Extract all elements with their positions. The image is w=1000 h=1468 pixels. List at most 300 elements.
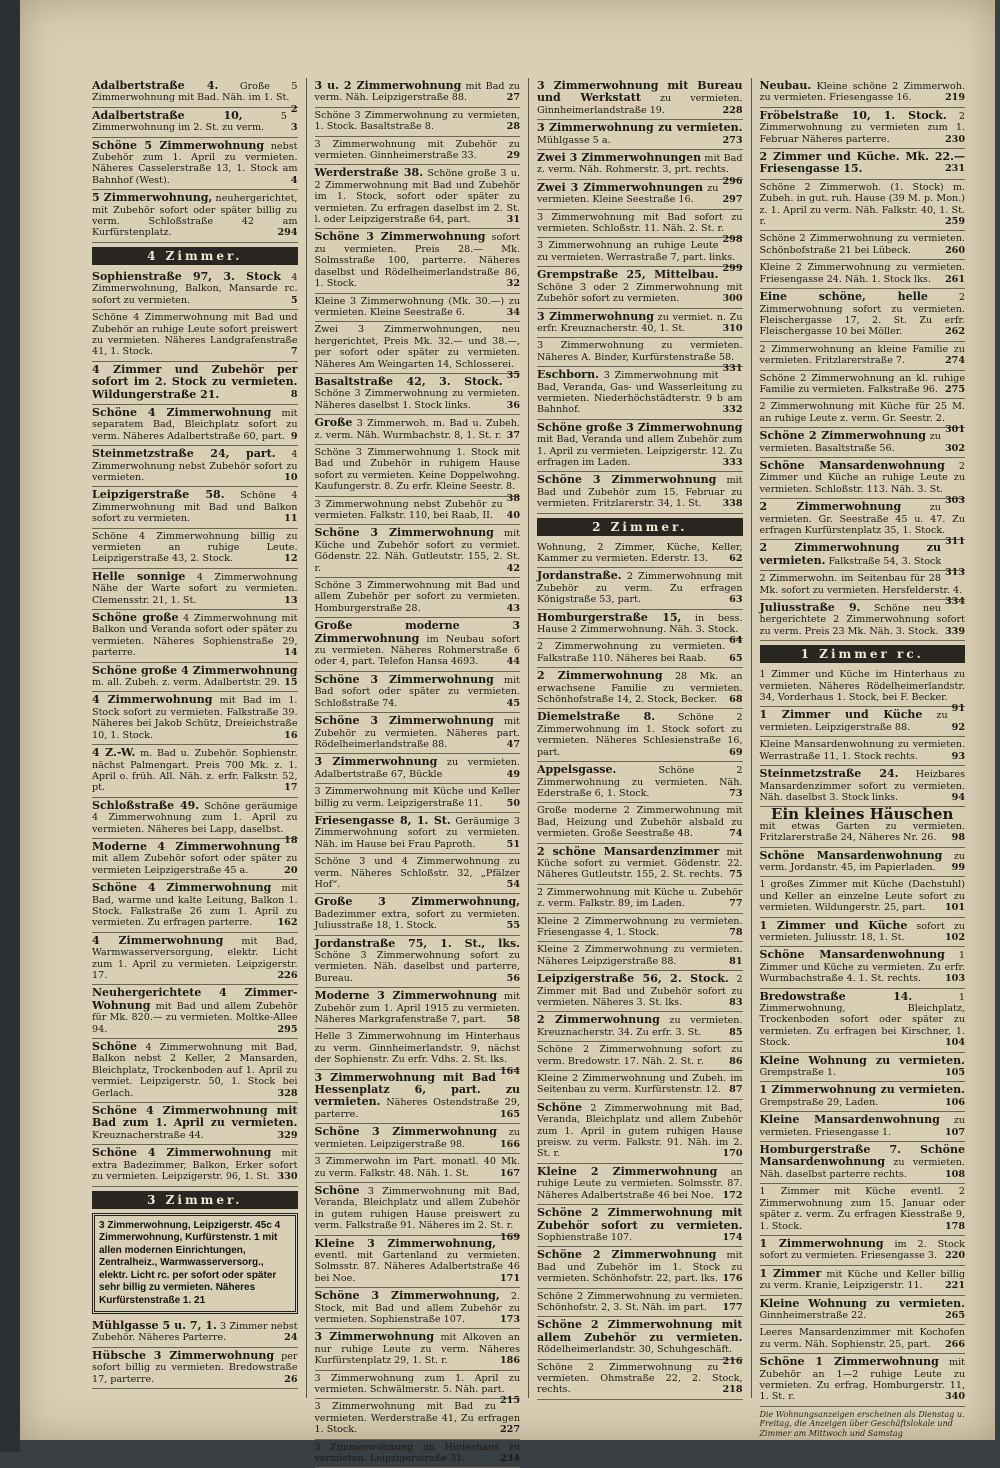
ad-text: mit Alkoven an nur ruhige Leute zu verm. Näheres Kurfürstenplatz 29, 1. St. r. [314,1332,520,1367]
ad-headline: 1 Zimmer [759,1266,822,1280]
ad-text: 2 Zimmerwohnung mit Küche für 25 M. an ruhige Leute z. verm. Gr. Seestr. 2. [759,401,965,424]
ad-headline: 2 Zimmerwohnung [537,669,663,683]
column-4 [752,78,974,1438]
classified-ad [315,374,521,415]
classified-ad [315,294,521,323]
classified-ad [92,880,298,933]
ad-text: zu vermieten. Kreuznacherstr. 34. Zu erfr. 3. St. [537,1015,743,1038]
ad-number: 299 [722,263,743,275]
newspaper-page [20,0,995,1465]
ad-headline: Adalbertstraße 4. [92,79,219,92]
ad-headline: Schöne [92,1040,137,1054]
ad-headline: Schöne 4 Zimmerwohnung [92,1146,272,1160]
classified-ad [315,813,521,854]
classified-ad [760,428,966,458]
ad-number: 24 [284,1332,298,1344]
ad-number: 166 [499,1138,520,1150]
ad-headline: 4 Zimmer und Zubehör per sofort im 2. Stock zu vermieten. Wildungerstraße 21. [92,362,298,401]
ad-text: per sofort billig zu vermieten. Bredowstraße 17, parterre. [92,1350,298,1385]
classified-ad [537,1100,743,1164]
ad-text: im 2. Stock sofort zu vermieten. Friesengasse 3. [759,1238,965,1262]
ad-text: 28 Mk. an erwachsene Familie zu vermieten. Schönhofstraße 14, 2. Stock, Becker. [537,671,743,706]
classified-ad [537,639,743,668]
ad-text: 4 Zimmerwohnung Nähe der Warte sofort zu vermieten. Clemensstr. 21, 1. St. [92,571,298,606]
classified-ad [760,1142,966,1184]
ad-headline: Schöne 2 Zimmerwohnung [759,429,926,443]
ad-text: zu vermieten. Leipzigerstraße 98. [314,1127,520,1150]
classified-ad [314,1371,521,1407]
ad-text: mit Bad und allem Zubehör für Mk. 820.— zu vermieten. Moltke-Allee 94. [92,1000,298,1035]
ad-number: 17 [284,782,298,794]
ad-number: 2 [290,103,298,115]
ad-text: 2 Zimmerwohnung zu vermieten. Falkstraße 110. Näheres bei Raab. [537,641,726,664]
ad-text: sofort zu vermieten. Juliusstr. 18, 1. St. [759,920,965,943]
ad-number: 74 [729,828,743,840]
ad-text: m. all. Zubeh. z. verm. Adalbertstr. 29. [92,677,280,689]
ad-number: 36 [506,399,520,411]
classified-ad [92,610,298,663]
ad-number: 9 [290,430,298,442]
classified-ad [315,618,521,672]
ad-text: Schöne 4 Zimmerwohnung mit Bad und Balkon sofort zu vermieten. [92,490,298,525]
ad-headline: Schöne 3 Zimmerwohnung [314,672,494,686]
boxed-ad [92,1213,298,1315]
ad-text: Schöne 2 Zimmerwohnung zu vermieten. Schönbofstraße 21 bei Lübeck. [759,233,965,256]
ad-headline: Moderne 4 Zimmerwohnung [92,839,281,853]
ad-text: Wohnung, 2 Zimmer, Küche, Keller, Kammer zu vermieten. Ederstr. 13. [537,541,743,564]
ad-number: 20 [284,864,298,876]
ad-number: 11 [284,513,298,525]
ad-number: 4 [290,174,298,186]
ad-text: Geräumige 3 Zimmerwohnung sofort zu vermieten. Näh. im Hause bei Frau Paproth. [314,815,520,850]
ad-headline: 1 Zimmerwohnung [759,1236,884,1250]
ad-number: 261 [944,273,965,285]
classified-ad [759,667,966,715]
ad-number: 12 [284,553,298,565]
ad-number: 216 [722,1355,743,1367]
classified-ad [537,1071,743,1100]
ad-headline: Jordanstraße. [537,569,622,583]
ad-text: 3 Zimmerwoh. m. Bad u. Zubeh. z. verm. Näh. Wurmbachstr. 8, 1. St. r. [314,418,520,441]
boxed-ad-text: 3 Zimmerwohnung, Leipzigerstr. 45c 4 Zimmerwohnung, Kurfürstenstr. 1 mit allen modernen Einrichtungen, Zentralheiz., Warmwasserversorg., elektr. Licht rc. per sofort oder später sehr billig zu vermieten. Näheres Kurfürstenstraße 1. [99,1219,281,1306]
ad-number: 173 [499,1313,520,1325]
ad-text: in bess. Hause 2 Zimmerwohnung. Näh. 3. Stock. [537,612,743,636]
ad-text: Schöne 3 Zimmerwohnung zu vermieten. Näheres daselbst 1. Stock links. [314,388,520,411]
classified-ad [760,877,966,917]
section-banner: 1 Zimmer rc. [760,645,966,663]
ad-text: 4 Zimmerwohnung nebst Zubehör sofort zu vermieten. [92,449,298,483]
ad-headline: Schöne 3 Zimmerwohnung [314,230,486,244]
ad-headline: 4 Zimmerwohnung [92,933,224,947]
ad-text: Badezimmer extra, sofort zu vermieten. Juliusstraße 18, 1. Stock. [314,908,520,932]
ad-number: 32 [506,278,520,290]
classified-ad [760,260,966,289]
classified-ad [537,180,743,210]
ad-number: 259 [944,216,965,228]
ad-text: mit Küche und Keller billig zu verm. Kranie, Leipzigerstr. 11. [759,1268,965,1292]
classified-ad [92,745,298,798]
ad-number: 99 [951,861,965,873]
ad-headline: Kleine 2 Zimmerwohnung [537,1164,718,1178]
classified-ad [315,1236,521,1289]
ad-number: 219 [944,92,965,104]
classified-ad [92,1318,298,1348]
ad-number: 35 [506,369,520,381]
ad-number: 298 [722,234,743,246]
classified-ad [314,445,521,504]
classified-ad [760,289,966,342]
classified-ad [760,108,966,149]
ad-text: mit Bad im 1. Stock sofort zu vermieten. Falkstraße 39. Näheres bei Jakob Schütz, Dreieichstraße 10, 1. Stock. [92,695,298,741]
classified-ad [315,1070,521,1125]
ad-number: 49 [506,768,520,780]
ad-number: 37 [506,429,520,441]
ad-number: 63 [729,594,743,606]
classified-ad [315,988,521,1029]
ad-number: 68 [729,694,743,706]
ad-text: neuhergerichtet, mit Zubehör sofort oder später billig zu verm. Schloßstraße 42 am Kurfürstenplatz. [92,193,298,239]
ad-number: 55 [506,920,520,932]
ad-text: Kleine 2 Zimmerwohnung zu vermieten. Näheres Leipzigerstraße 88. [537,944,743,967]
ad-headline: Fröbelstraße 10, 1. Stock. [759,108,947,122]
ad-number: 102 [944,931,965,943]
classified-ad [760,78,966,108]
ad-headline: Eschborn. [537,368,599,382]
ad-headline: Große 3 Zimmerwohnung, [314,895,520,909]
ad-number: 77 [729,898,743,910]
ad-text: Schöne 2 Zimmerwohnung im 1. Stock sofort zu vermieten. Näheres Schlesienstraße 16, part. [537,712,743,758]
classified-ad [760,1053,966,1083]
ad-text: 3 Zimmerwohnung zu vermieten. Näheres A. Binder, Kurfürstenstraße 58. [537,340,743,363]
ad-number: 34 [506,306,520,318]
ad-number: 177 [722,1301,743,1313]
classified-ad [537,942,743,971]
ad-number: 15 [284,677,298,689]
ad-headline: Kleine Wohnung zu vermieten. [759,1296,965,1310]
classified-ad [537,120,743,150]
ad-number: 313 [944,567,965,579]
ad-text: zu vermiet. n. Zu erfr. Kreuznacherstr. 40, 1. St. [537,311,743,334]
ad-text: Schöne neu hergerichtete 2 Zimmerwohnung sofort zu verm. Preis 23 Mk. Näh. 3. Stock. [759,603,965,637]
ad-text: Schöne 3 Zimmerwohnung sofort zu vermieten. Näh. daselbst und parterre, Bureau. [314,950,520,984]
ad-headline: 3 Zimmerwohnung [314,1330,435,1344]
ad-number: 165 [499,1108,520,1120]
ad-headline-large: Ein kleines Häuschen [771,805,954,824]
classified-ad [315,754,521,784]
classified-ad [760,766,966,807]
classified-ad [537,1042,743,1071]
ad-text: zu vermieten. Friesengasse 1. [759,1115,965,1138]
ad-text: zu vermieten. Basaltstraße 56. [759,431,941,454]
classified-ad [760,180,966,232]
ad-headline: Sophienstraße 97, 3. Stock [92,269,281,283]
ad-text: mit etwas Garten zu vermieten. Fritzlarerstraße 24, Näheres Nr. 26. [759,820,965,844]
ad-number: 174 [722,1231,743,1243]
background-edge [0,0,20,1452]
classified-ad [760,848,966,878]
ad-number: 85 [729,1026,743,1038]
ad-text: Heizbares Mansardenzimmer sofort zu vermieten. Näh. daselbst 3. Stock links. [759,769,965,803]
ad-text: 4 Zimmerwohnung mit Bad, Balkon nebst 2 Keller, 2 Mansarden, Bleichplatz, Trockenboden auf 1. April zu vermiet. Leipzigerstr. 50, 1. Stock bei Gerlach. [92,1042,298,1099]
ad-text: Kleine 3 Zimmerwohnung (Mk. 30.—) zu vermieten. Kleine Seestraße 6. [314,295,520,318]
ad-text: Schöne 3 Zimmerwohnung mit Bad und allem Zubehör per sofort zu vermieten. Homburgerstraße 28. [314,580,520,614]
ad-text: zu verm. Jordanstr. 45, im Papierladen. [759,850,965,873]
ad-text: Schöne 3 Zimmerwohnung zu vermieten, 1. Stock. Basaltstraße 8. [314,109,520,133]
ad-number: 273 [722,134,743,146]
ad-headline: Leipzigerstraße 56, 2. Stock. [537,972,729,986]
ad-headline: 2 Zimmerwohnung [759,500,902,514]
ad-number: 330 [277,1171,298,1183]
ad-headline: Schöne [314,1183,360,1197]
ad-text: 3 Zimmerwohnung mit Bad, Veranda, Bleichplatz und allem Zubehör in gutem ruhigen Hause preiswert zu verm. Falkstraße 91. Näheres im 2. St. r. [314,1185,520,1232]
ad-number: 227 [499,1424,520,1436]
ad-text: mit Bad und Zubehör im 1. Stock zu vermieten. Schönhofstr. 22, part. lks. [537,1250,743,1285]
classified-ad [537,472,743,513]
ad-text: Kleine 2 Zimmerwohnung zu vermieten. Friesengasse 24. Näh. 1. Stock lks. [759,262,965,285]
classified-ad [92,138,298,191]
ad-headline: Steinmetzstraße 24, part. [92,447,276,461]
ad-headline: Schöne 2 Zimmerwohnung mit Zubehör sofort zu vermieten. [537,1206,743,1232]
classified-ad [760,1266,966,1296]
ad-headline: Schöne 1 Zimmerwohnung [759,1355,939,1369]
ad-headline: Schöne Mansardenwohnung [759,948,945,962]
classified-ad [537,1289,743,1318]
classified-ad [315,137,521,166]
ad-headline: Moderne 3 Zimmerwohnung [314,989,498,1003]
ad-text: zu vermieten. Leipzigerstraße 88. [759,710,948,733]
ad-number: 331 [722,363,743,375]
ad-text: mit Bad zu verm. Näh. Leipzigerstraße 88. [314,81,520,104]
ad-number: 332 [722,404,743,416]
classified-ad [315,713,521,754]
classified-ad [92,839,298,880]
ad-headline: Schöne 3 Zimmerwohnung [314,714,494,728]
ad-number: 51 [506,838,520,850]
section-banner: 4 Zimmer. [92,247,298,265]
ad-text: 1 großes Zimmer mit Küche (Dachstuhl) und Keller an einzelne Leute sofort zu vermieten. Wildungerstr. 25, part. [759,879,965,914]
classified-ad [92,663,298,693]
ad-text: Kleine 2 Zimmerwohnung und Zubeh. im Seitenbau zu verm. Kurfürstenstr. 12. [537,1073,743,1096]
ad-number: 339 [944,625,965,637]
ad-headline: Jordanstraße 75, 1. St., lks. [314,936,520,950]
ad-text: Schöne große 3 u. 2 Zimmerwohnung mit Bad und Zubehör im 1. Stock, sofort oder später zu vermieten. Zu erfragen daselbst im 2. St. l. oder Leipzigerstraße 64, part. [314,168,520,226]
ad-number: 83 [729,997,743,1008]
ad-text: 1 Zimmerwohnung, Bleichplatz, Trockenboden sofort oder später zu vermieten. Zu erfragen bei Kirschner, 1. Stock. [759,991,965,1049]
column-3 [529,78,752,1398]
ad-number: 28 [506,121,520,133]
classified-ad [537,309,743,339]
section-banner: 3 Zimmer. [92,1191,298,1209]
ad-headline: Schöne 4 Zimmerwohnung mit Bad zum 1. April zu vermieten. [92,1104,298,1130]
ad-headline: Leipzigerstraße 58. [92,488,225,502]
ad-number: 21 [194,1294,206,1306]
ad-number: 26 [284,1373,298,1385]
ad-headline: Schöne große [92,611,179,625]
ad-text: 3 Zimmerwohn im Part. monatl. 40 Mk. zu verm. Falkstr. 48. Näh. 1. St. [314,1156,520,1179]
ad-number: 176 [722,1273,743,1285]
ad-text: 2 Zimmerwohnung zu vermieten zum 1. Februar Näheres parterre. [759,110,965,145]
ad-text: Kleine 2 Zimmerwohnung zu vermieten. Friesengasse 4, 1. Stock. [537,915,743,938]
classified-ad [315,497,521,526]
ad-headline: 3 u. 2 Zimmerwohnung [314,79,462,92]
classified-ad [315,578,521,618]
ad-headline: Steinmetzstraße 24. [759,767,899,781]
ad-text: Schöne 3 oder 2 Zimmerwohnung mit Zubehör sofort zu vermieten. [537,281,743,305]
ad-text: 3 Zimmerwohnung an ruhige Leute zu vermieten. Werrastraße 7, part. links. [537,240,736,263]
ad-number: 310 [722,322,743,334]
classified-ad [760,807,966,847]
ad-headline: Helle sonnige [92,569,186,583]
ad-number: 301 [944,424,965,436]
ad-text: 4 Zimmerwohnung mit Balkon und Veranda sofort oder später zu vermieten. Näheres Sophienstraße 29, parterre. [92,613,298,659]
ad-headline: Appelsgasse. [537,763,617,777]
ad-text: zu vermieten. Gr. Seestraße 45 u. 47. Zu erfragen Kurfürstenplatz 35, 1. Stock. [759,502,965,536]
ad-headline: Zwei 3 Zimmerwohnungen [537,151,702,165]
ad-number: 215 [499,1395,520,1407]
classified-ad [760,600,966,641]
ad-number: 50 [506,797,520,809]
ad-text: 3 Zimmerwohnung zum 1. April zu vermieten. Schwälmerstr. 5. Näh. part. [314,1372,520,1395]
ad-text: 3 Zimmerwohnung mit Bad zu vermieten. Werderstraße 41, Zu erfragen 1. Stock. [314,1401,520,1436]
ad-number: 91 [951,703,965,715]
ad-number: 78 [729,926,743,938]
ad-text: mit extra Badezimmer, Balkon, Erker sofort zu vermieten. Leipzigerstr. 96, 1. St. [92,1148,298,1183]
ad-text: Leeres Mansardenzimmer mit Kochofen zu verm. Näh. Sophienstr. 25, part. [759,1327,965,1350]
ad-headline: Kleine Wohnung zu vermieten. [759,1053,965,1067]
ad-text: eventl. mit Gartenland zu vermieten. Solmsstr. 87. Näheres Adalbertstraße 46 bei Noe. [314,1249,520,1284]
ad-number: 295 [277,1023,298,1035]
ad-text: Kleine Mansardenwohnung zu vermieten. Werrastraße 11, 1. Stock rechts. [759,739,965,762]
ad-headline: Große moderne 3 Zimmerwohnung [314,619,520,645]
ad-number: 31 [506,214,520,226]
ad-text: nebst Zubehör zum 1. April zu vermieten. Näheres Casselerstraße 13, 1. Stock am Bahnhof (West). [92,140,298,186]
classified-ad [92,190,298,243]
ad-number: 73 [729,787,743,799]
ad-text: Schöne 2 Zimmerwohnung an kl. ruhige Familie zu vermieten. Falkstraße 96. [759,372,965,395]
ad-headline: Schöne Mansardenwohnung [759,458,945,472]
classified-ad [760,737,966,766]
classified-ad [315,1399,521,1439]
ad-headline: Bredowstraße 14. [759,989,913,1003]
classified-ad [537,1205,743,1247]
ad-text: 2. Stock, mit Bad und allem Zubehör zu vermieten. Sophienstraße 107. [314,1291,520,1325]
classified-ad [315,1124,521,1154]
ad-number: 105 [944,1067,965,1079]
ad-headline: Eine schöne, helle [759,290,928,304]
ad-text: mit Bad, warme und kalte Leitung, Balkon 1. Stock. Falkstraße 26 zum 1. April zu vermieten. Zu erfragen parterre. [92,883,298,929]
ad-text: mit Küche sofort zu vermiet. Gödenstr. 22. Näheres Gutleutstr. 155, 2. St. rechts. [537,846,743,881]
classified-columns [84,78,973,1465]
ad-headline: Kleine Mansardenwohnung [759,1113,940,1127]
ad-number: 69 [729,746,743,758]
ad-text: Falkstraße 54, 3. Stock [828,555,942,567]
classified-ad [760,1296,966,1326]
ad-headline: Schöne 2 Zimmerwohnung [537,1248,717,1262]
ad-text: 5 Zimmerwohnung im 2. St. zu verm. [92,110,287,134]
ad-headline: 1 Zimmer und Küche [759,708,923,722]
column-2 [307,78,530,1465]
ad-number: 186 [499,1355,520,1367]
ad-number: 40 [506,510,520,521]
ad-text: Schöne 3 und 4 Zimmerwohnung zu verm. Näheres Schloßstr. 32, „Pfälzer Hof“. [314,856,520,890]
ad-headline: Adalbertstraße 10, [92,108,243,122]
ad-number: 260 [944,244,965,256]
classified-ad [315,78,521,108]
ad-text: 2 Zimmerwohnung sofort zu vermieten. Fleischergasse 17, 2. St. Zu erfr. Fleischergasse 10 bei Möller. [759,292,965,338]
ad-number: 329 [277,1129,298,1141]
ad-headline: Neuhergerichtete 4 Zimmer-Wohnung [92,986,298,1012]
ad-number: 8 [290,388,298,400]
ad-headline: Schöne große 3 Zimmerwohnung [537,420,743,434]
ad-number: 297 [722,194,743,206]
ad-text: 3 Zimmerwohnung im Hinterhaus zu vermieten. Leipzigerstraße 31. [314,1441,520,1465]
classified-ad [92,933,298,986]
ad-text: 3 Zimmerwohnung mit Zubehör zu vermieten. Ginnheimerstraße 33. [314,138,520,162]
ad-number: 14 [284,647,298,659]
ad-headline: Basaltstraße 42, 3. Stock. [314,374,503,388]
ad-number: 108 [944,1168,965,1180]
ad-number: 16 [284,729,298,741]
ad-headline: Diemelstraße 8. [537,710,656,724]
classified-ad [760,1082,966,1112]
ad-headline: Neubau. [759,79,812,92]
ad-number: 5 [290,294,298,306]
classified-ad [92,362,298,405]
ad-text: 1 Zimmer und Küche zu vermieten. Zu erfr. Wurmbachstraße 4. 1. St. rechts. [759,950,965,985]
classified-ad [315,415,521,445]
ad-number: 178 [944,1220,965,1232]
ad-headline: Homburgerstraße 7. Schöne Mansardenwohnung [759,1143,965,1169]
classified-ad [537,668,743,709]
ad-headline: Schöne [537,1100,582,1114]
ad-number: 234 [499,1453,520,1465]
ad-text: mit Küche und Zubehör sofort zu vermiet. Gödenstr. 22. Näh. Gutleutstr. 155, 2. St. r. [314,528,520,574]
ad-number: 266 [944,1338,965,1350]
ad-text: mit Bad und Zubehör zum 15. Februar zu vermieten. Fritzlarerstr. 34, 1. St. [537,475,743,510]
ad-headline: Schöne 3 Zimmerwohnung, [314,1289,500,1303]
classified-ad [760,707,966,737]
ad-number: 45 [506,697,520,709]
ad-headline: Schöne 5 Zimmerwohnung [92,138,265,152]
footer-note: Die Wohnungsanzeigen erscheinen als Dienstag u. Freitag, die Anzeigen über Geschäftslokale und Zimmer am Mittwoch und Samstag [759,1409,965,1438]
classified-ad [760,1236,966,1266]
ad-number: 27 [506,92,520,104]
ad-headline: Schloßstraße 49. [92,798,200,812]
ad-number: 18 [284,834,298,846]
ad-text: 3 Zimmerwohnung mit Bad sofort zu vermieten. Schloßstr. 11. Näh. 2. St. r. [537,211,743,235]
ad-text: mit Bad z. verm. Näh. Rohmerstr. 3, prt. rechts. [537,153,743,176]
classified-ad [760,918,966,948]
ad-number: 10 [284,471,298,483]
ad-number: 221 [944,1280,965,1292]
classified-ad [537,150,743,187]
classified-ad [537,803,743,843]
ad-headline: 1 Zimmer und Küche [759,918,908,932]
ad-number: 170 [722,1148,743,1160]
ad-number: 338 [722,498,743,510]
ad-text: Große moderne 2 Zimmerwohnung mit Bad, Heizung und Zubehör alsbald zu vermieten. Große Seestraße 48. [537,805,743,840]
classified-ad [760,342,966,371]
classified-ad [92,1348,298,1389]
classified-ad [92,405,298,446]
ad-number: 86 [729,1055,743,1067]
classified-ad [537,1360,743,1400]
ad-text: Grempstraße 29, Laden. [759,1096,879,1108]
ad-number: 230 [944,133,965,145]
ad-headline: Schöne große 4 Zimmerwohnung [92,663,298,677]
ad-headline: Schöne 4 Zimmerwohnung [92,405,272,419]
ad-text: Schöne 2 Zimmerwohnung zu vermieten. Ohmstraße 22, 2. Stock, rechts. [537,1361,743,1396]
